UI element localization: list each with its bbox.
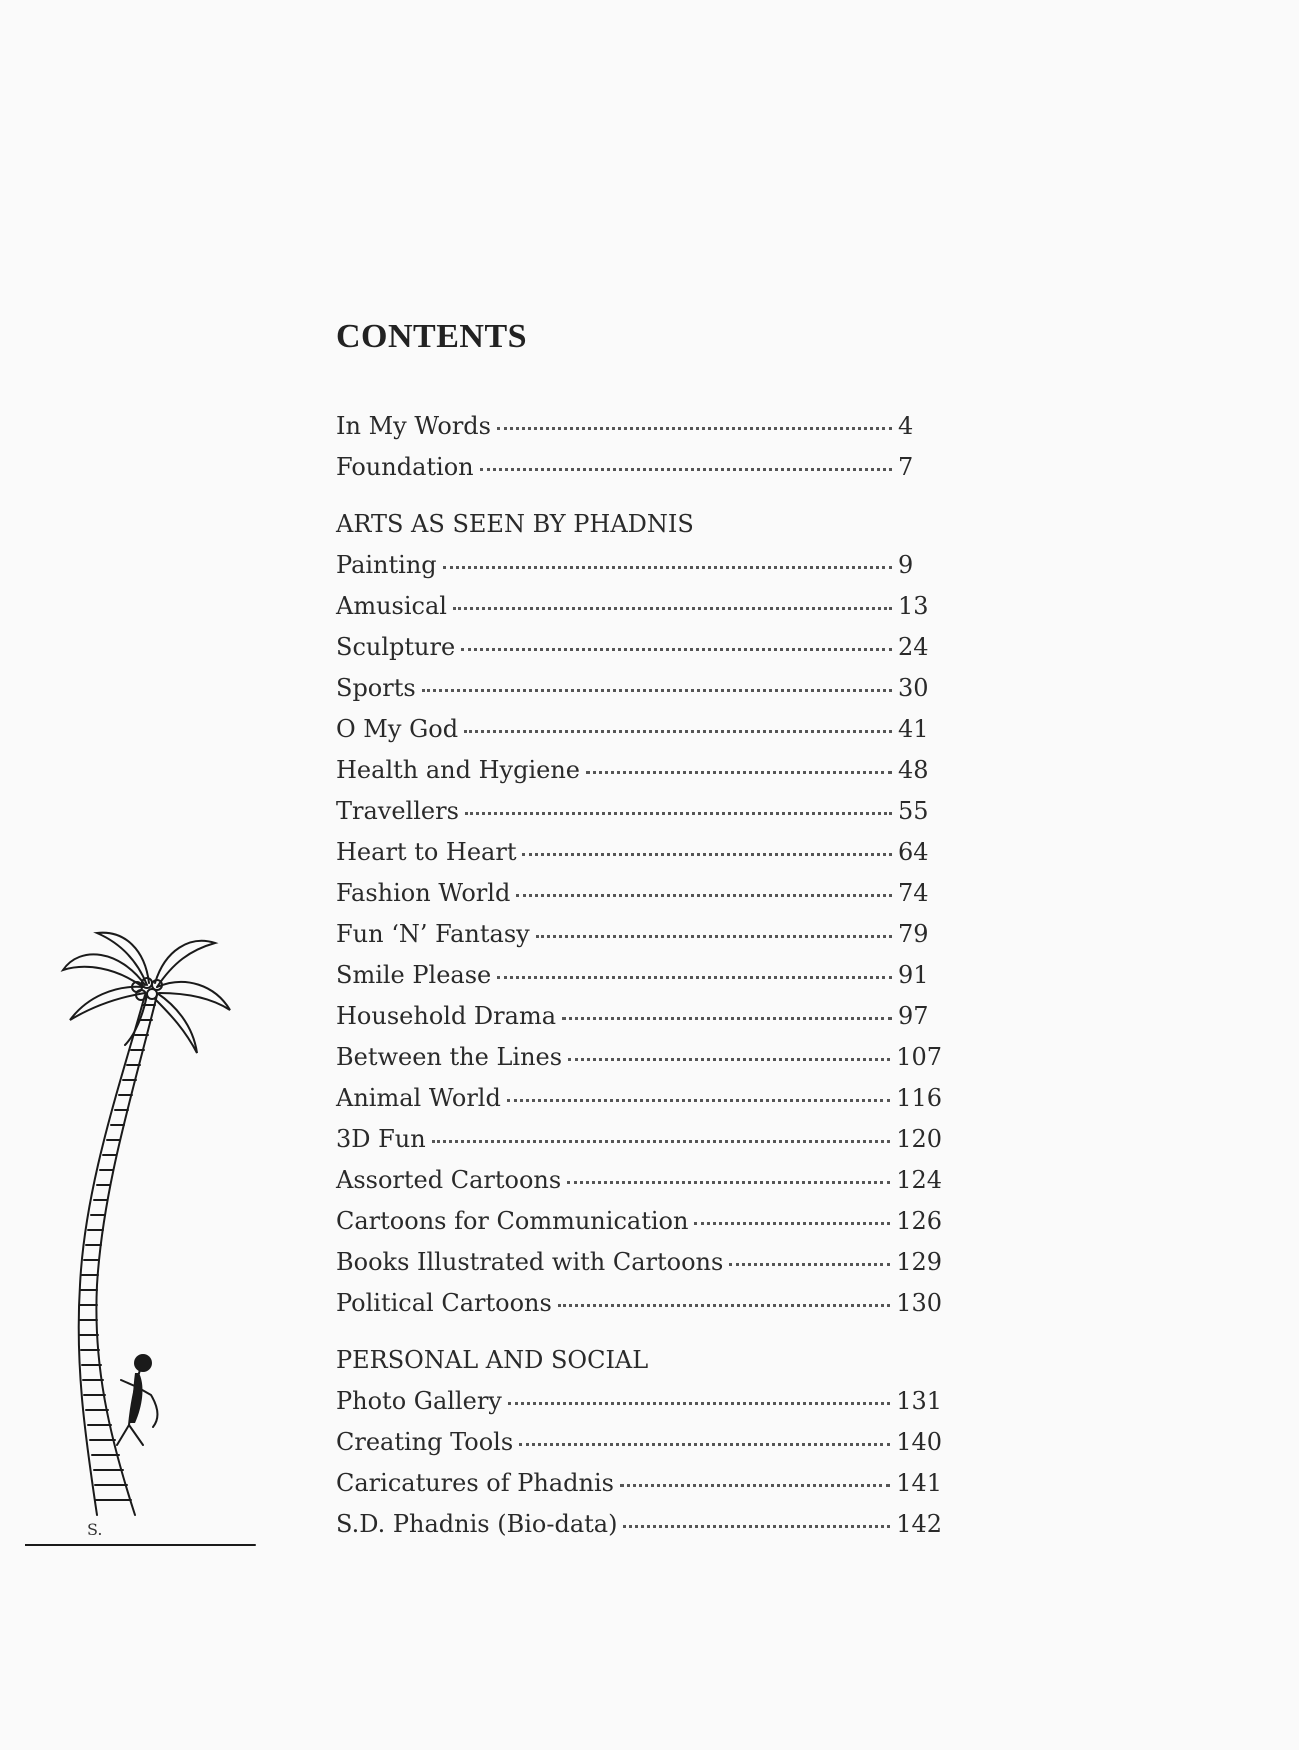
section-heading: ARTS AS SEEN BY PHADNIS	[336, 510, 694, 538]
dot-leader	[516, 893, 892, 897]
toc-entry[interactable]	[336, 1119, 942, 1160]
toc-entry-title: Caricatures of Phadnis	[336, 1469, 614, 1497]
toc-entry-title: Sports	[336, 674, 416, 702]
coconut	[147, 989, 157, 999]
toc-entry[interactable]	[336, 1422, 942, 1463]
palm-frond	[157, 982, 230, 1010]
toc-entry-page: 116	[896, 1084, 942, 1112]
toc-entry-page: 79	[898, 920, 929, 948]
palm-frond	[97, 933, 149, 985]
toc-entry-page: 13	[898, 592, 929, 620]
toc-entry-title: 3D Fun	[336, 1125, 426, 1153]
toc-entry[interactable]	[336, 750, 942, 791]
toc-entry-title: Painting	[336, 551, 437, 579]
toc-entry-page: 4	[898, 412, 914, 440]
toc-entry-title: Foundation	[336, 453, 474, 481]
dot-leader	[480, 467, 892, 471]
dot-leader	[464, 729, 892, 733]
toc-entry-page: 120	[896, 1125, 942, 1153]
dot-leader	[497, 426, 892, 430]
toc-entry-title: Fashion World	[336, 879, 511, 907]
toc-entry-page: 142	[896, 1510, 942, 1538]
toc-entry-page: 55	[898, 797, 929, 825]
toc-entry-page: 74	[898, 879, 929, 907]
toc-entry[interactable]	[336, 1381, 942, 1422]
toc-entry-page: 97	[898, 1002, 929, 1030]
dot-leader	[729, 1262, 890, 1266]
toc-entry-page: 9	[898, 551, 914, 579]
palm-tree-illustration	[25, 925, 265, 1555]
toc-entry-title: Heart to Heart	[336, 838, 517, 866]
toc-entry-title: Amusical	[336, 592, 447, 620]
trunk-right-rail	[96, 995, 157, 1515]
toc-entry[interactable]	[336, 873, 942, 914]
section-arts	[336, 504, 942, 1324]
toc-entry-page: 48	[898, 756, 929, 784]
toc-entry-page: 30	[898, 674, 929, 702]
dot-leader	[567, 1180, 890, 1184]
trunk-rungs	[80, 1005, 155, 1500]
dot-leader	[443, 565, 892, 569]
toc-entry-page: 7	[898, 453, 914, 481]
toc-entry-page: 141	[896, 1469, 942, 1497]
toc-entry[interactable]	[336, 709, 942, 750]
toc-entry-page: 126	[896, 1207, 942, 1235]
toc-entry[interactable]	[336, 996, 942, 1037]
toc-entry-page: 41	[898, 715, 929, 743]
dot-leader	[507, 1098, 890, 1102]
toc-entry[interactable]	[336, 586, 942, 627]
dot-leader	[497, 975, 892, 979]
toc-entry-title: In My Words	[336, 412, 491, 440]
dot-leader	[623, 1524, 890, 1528]
palm-frond	[155, 941, 215, 987]
dot-leader	[508, 1401, 890, 1405]
toc-entry-title: Animal World	[336, 1084, 501, 1112]
toc-entry[interactable]	[336, 1201, 942, 1242]
toc-entry-title: Travellers	[336, 797, 459, 825]
toc-entry[interactable]	[336, 1504, 942, 1545]
dot-leader	[620, 1483, 890, 1487]
dot-leader	[522, 852, 892, 856]
page-title: CONTENTS	[336, 318, 528, 355]
toc-entry-page: 130	[896, 1289, 942, 1317]
dot-leader	[586, 770, 892, 774]
intro-group	[336, 406, 942, 488]
toc-entry-title: Household Drama	[336, 1002, 557, 1030]
toc-entry-title: Books Illustrated with Cartoons	[336, 1248, 724, 1276]
dot-leader	[519, 1442, 890, 1446]
toc-entry[interactable]	[336, 1283, 942, 1324]
toc-entry[interactable]	[336, 832, 942, 873]
toc-entry[interactable]	[336, 1242, 942, 1283]
climber-body	[129, 1373, 142, 1423]
toc-entry[interactable]	[336, 627, 942, 668]
climber-head	[134, 1354, 152, 1372]
toc-entry-page: 24	[898, 633, 929, 661]
toc-entry-title: Health and Hygiene	[336, 756, 580, 784]
toc-entry-page: 124	[896, 1166, 942, 1194]
toc-entry-title: Creating Tools	[336, 1428, 514, 1456]
artist-signature: S.	[87, 1520, 103, 1539]
dot-leader	[453, 606, 892, 610]
dot-leader	[694, 1221, 890, 1225]
dot-leader	[558, 1303, 890, 1307]
toc-entry-page: 64	[898, 838, 929, 866]
toc-entry-page: 140	[896, 1428, 942, 1456]
toc-entry[interactable]	[336, 668, 942, 709]
dot-leader	[461, 647, 892, 651]
toc-entry[interactable]	[336, 1078, 942, 1119]
toc-entry[interactable]	[336, 914, 942, 955]
toc-entry-page: 131	[896, 1387, 942, 1415]
toc-entry[interactable]	[336, 545, 942, 586]
toc-entry-page: 107	[896, 1043, 942, 1071]
toc-entry-title: Fun ‘N’ Fantasy	[336, 920, 530, 948]
toc-entry-title: Photo Gallery	[336, 1387, 502, 1415]
toc-entry[interactable]	[336, 791, 942, 832]
toc-entry-title: Assorted Cartoons	[336, 1166, 562, 1194]
toc-entry[interactable]	[336, 1037, 942, 1078]
toc-entry[interactable]	[336, 1160, 942, 1201]
toc-entry[interactable]	[336, 955, 942, 996]
toc-entry-title: Sculpture	[336, 633, 456, 661]
toc-entry-title: Smile Please	[336, 961, 492, 989]
toc-entry[interactable]	[336, 406, 942, 447]
toc-entry[interactable]	[336, 1463, 942, 1504]
toc-entry-title: Between the Lines	[336, 1043, 563, 1071]
dot-leader	[536, 934, 892, 938]
toc-entry-title: O My God	[336, 715, 459, 743]
dot-leader	[422, 688, 892, 692]
dot-leader	[568, 1057, 890, 1061]
toc-entry-title: Cartoons for Communication	[336, 1207, 689, 1235]
toc-entry-page: 129	[896, 1248, 942, 1276]
toc-entry-page: 91	[898, 961, 929, 989]
dot-leader	[465, 811, 892, 815]
palm-frond	[155, 993, 197, 1053]
toc-entry[interactable]	[336, 447, 942, 488]
toc-entry-title: S.D. Phadnis (Bio-data)	[336, 1510, 618, 1538]
toc-entry-title: Political Cartoons	[336, 1289, 552, 1317]
section-personal	[336, 1340, 942, 1545]
dot-leader	[562, 1016, 892, 1020]
dot-leader	[432, 1139, 890, 1143]
section-heading: PERSONAL AND SOCIAL	[336, 1346, 649, 1374]
table-of-contents	[336, 406, 942, 1545]
